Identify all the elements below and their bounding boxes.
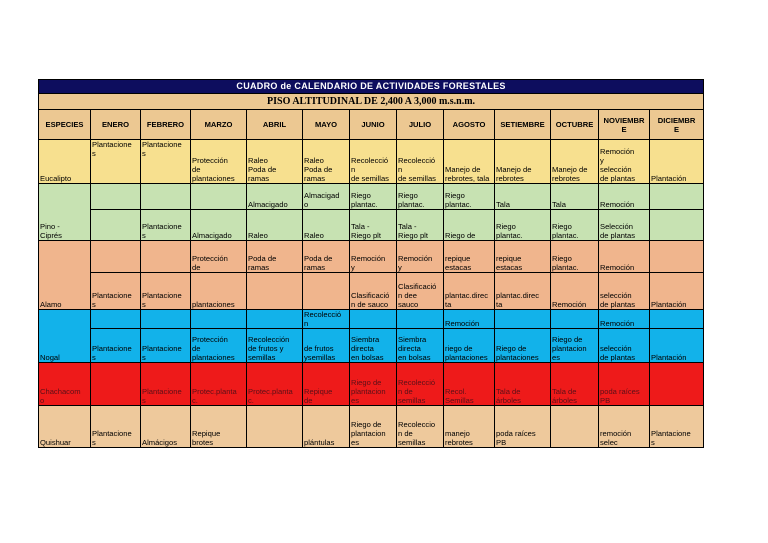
activity-cell: Remoción y	[350, 241, 397, 273]
activity-cell	[247, 273, 303, 310]
activity-cell: Tala - Riego plt	[397, 210, 444, 241]
table-row-pino-top	[39, 184, 704, 210]
activity-cell: manejo rebrotes	[444, 406, 495, 448]
activity-cell: Recolecció n	[303, 310, 350, 329]
col-header-especies: ESPECIES	[39, 110, 91, 140]
activity-cell: poda raíces PB	[495, 406, 551, 448]
activity-cell	[247, 310, 303, 329]
activity-cell: Repique de	[303, 363, 350, 406]
activity-cell	[650, 241, 704, 273]
activity-cell: Almacigado	[247, 184, 303, 210]
col-header-marzo: MARZO	[191, 110, 247, 140]
activity-cell	[551, 406, 599, 448]
activity-cell: Remoción	[599, 184, 650, 210]
activity-cell: Tala	[495, 184, 551, 210]
activity-cell	[141, 310, 191, 329]
table-title: CUADRO de CALENDARIO DE ACTIVIDADES FORESTALES	[39, 80, 704, 94]
activity-cell: Almácigos	[141, 406, 191, 448]
activity-cell: Plantacione s	[141, 210, 191, 241]
activity-cell: Tala	[551, 184, 599, 210]
activity-cell: plantaciones	[191, 273, 247, 310]
activity-cell: Clasificació n dee sauco	[397, 273, 444, 310]
activity-cell: Poda de ramas	[247, 241, 303, 273]
col-header-diciembre: DICIEMBR E	[650, 110, 704, 140]
activity-cell: Remoción	[551, 273, 599, 310]
activity-cell: Protección de	[191, 241, 247, 273]
activity-cell	[650, 210, 704, 241]
col-header-junio: JUNIO	[350, 110, 397, 140]
activity-cell	[551, 310, 599, 329]
activity-cell: Riego de	[444, 210, 495, 241]
table-row-nogal-top	[39, 310, 704, 329]
activity-cell: remoción selec	[599, 406, 650, 448]
activity-cell: plantac.direc ta	[444, 273, 495, 310]
activity-cell: Riego plantac.	[444, 184, 495, 210]
activity-cell: Raleo Poda de ramas	[247, 140, 303, 184]
activity-cell: Riego de plantaciones	[495, 329, 551, 363]
activity-cell: Recoleccio n de semillas	[397, 406, 444, 448]
activity-cell: Riego plantac.	[551, 241, 599, 273]
table-subtitle: PISO ALTITUDINAL DE 2,400 A 3,000 m.s.n.m.	[39, 94, 704, 110]
activity-cell: Recolecció n de semillas	[397, 140, 444, 184]
activity-cell: plántulas	[303, 406, 350, 448]
activity-cell	[650, 363, 704, 406]
activity-cell: Plantacione s	[91, 273, 141, 310]
activity-cell: Manejo de rebrotes, tala	[444, 140, 495, 184]
species-cell: Quishuar	[39, 406, 91, 448]
species-cell: Pino - Ciprés	[39, 184, 91, 241]
activity-cell: Siembra directa en bolsas	[350, 329, 397, 363]
activity-cell: de frutos ysemillas	[303, 329, 350, 363]
activity-cell: Manejo de rebrotes	[551, 140, 599, 184]
activity-cell: Remoción y selección de plantas	[599, 140, 650, 184]
activity-cell	[141, 184, 191, 210]
activity-cell: Raleo	[247, 210, 303, 241]
activity-cell: plantac.direc ta	[495, 273, 551, 310]
activity-cell: Tala de árboles	[495, 363, 551, 406]
activity-cell	[247, 406, 303, 448]
activity-cell	[397, 310, 444, 329]
col-header-mayo: MAYO	[303, 110, 350, 140]
species-cell: Eucalipto	[39, 140, 91, 184]
table-row-alamo-top	[39, 241, 704, 273]
activity-cell: repique estacas	[495, 241, 551, 273]
activity-cell: Plantacione s	[141, 140, 191, 184]
activity-cell: Protec.planta c.	[247, 363, 303, 406]
activity-cell: Recol. Semillas	[444, 363, 495, 406]
activity-cell: Almacigad o	[303, 184, 350, 210]
activity-cell: Clasificació n de sauco	[350, 273, 397, 310]
activity-cell	[350, 310, 397, 329]
activity-cell: Remoción	[599, 241, 650, 273]
activity-cell: Siembra directa en bolsas	[397, 329, 444, 363]
activity-cell: Plantación	[650, 140, 704, 184]
activity-calendar-table	[38, 79, 704, 448]
activity-cell	[495, 310, 551, 329]
activity-cell	[91, 363, 141, 406]
activity-cell: Recolecció n de semillas	[350, 140, 397, 184]
table-row-chachacomo	[39, 363, 704, 406]
table-row-pino-bottom	[39, 210, 704, 241]
activity-cell	[303, 273, 350, 310]
species-cell: Nogal	[39, 310, 91, 363]
activity-cell	[91, 210, 141, 241]
activity-cell: Remoción	[444, 310, 495, 329]
species-cell: Alamo	[39, 241, 91, 310]
activity-cell: Remoción y	[397, 241, 444, 273]
activity-cell	[91, 184, 141, 210]
activity-cell: Plantación	[650, 329, 704, 363]
species-cell: Chachacom o	[39, 363, 91, 406]
activity-cell	[91, 310, 141, 329]
activity-calendar-sheet	[38, 79, 702, 451]
activity-cell: Poda de ramas	[303, 241, 350, 273]
activity-cell: Remoción	[599, 310, 650, 329]
activity-cell: Raleo	[303, 210, 350, 241]
activity-cell: Riego de plantacion es	[350, 406, 397, 448]
activity-cell: Selección de plantas	[599, 210, 650, 241]
activity-cell: poda raíces PB	[599, 363, 650, 406]
col-header-julio: JULIO	[397, 110, 444, 140]
activity-cell	[141, 241, 191, 273]
activity-cell: Plantacione s	[91, 329, 141, 363]
activity-cell: Plantación	[650, 273, 704, 310]
activity-cell	[191, 184, 247, 210]
activity-cell: Recolecció n de semillas	[397, 363, 444, 406]
activity-cell: Riego plantac.	[495, 210, 551, 241]
col-header-agosto: AGOSTO	[444, 110, 495, 140]
table-row-quishuar	[39, 406, 704, 448]
activity-cell: Recolección de frutos y semillas	[247, 329, 303, 363]
activity-cell: Protec.planta c.	[191, 363, 247, 406]
activity-cell: Manejo de rebrotes	[495, 140, 551, 184]
table-row-eucalipto	[39, 140, 704, 184]
activity-cell: Riego de plantacion es	[350, 363, 397, 406]
activity-cell: riego de plantaciones	[444, 329, 495, 363]
activity-cell: Repique brotes	[191, 406, 247, 448]
activity-cell: Protección de plantaciones	[191, 329, 247, 363]
activity-cell: Protección de plantaciones	[191, 140, 247, 184]
activity-cell: Riego plantac.	[551, 210, 599, 241]
activity-cell: selección de plantas	[599, 273, 650, 310]
activity-cell: Riego de plantacion es	[551, 329, 599, 363]
activity-cell	[91, 241, 141, 273]
table-row-nogal-bottom	[39, 329, 704, 363]
activity-cell: repique estacas	[444, 241, 495, 273]
activity-cell: Riego plantac.	[397, 184, 444, 210]
activity-cell	[650, 310, 704, 329]
header-row	[39, 110, 704, 140]
activity-cell: Tala de árboles	[551, 363, 599, 406]
activity-cell: Plantacione s	[141, 273, 191, 310]
activity-cell: Plantacione s	[141, 329, 191, 363]
col-header-febrero: FEBRERO	[141, 110, 191, 140]
activity-cell	[191, 310, 247, 329]
col-header-noviembre: NOVIEMBR E	[599, 110, 650, 140]
col-header-octubre: OCTUBRE	[551, 110, 599, 140]
col-header-enero: ENERO	[91, 110, 141, 140]
activity-cell: Almacigado	[191, 210, 247, 241]
activity-cell: Riego plantac.	[350, 184, 397, 210]
activity-cell	[650, 184, 704, 210]
table-row-alamo-bottom	[39, 273, 704, 310]
activity-cell: Raleo Poda de ramas	[303, 140, 350, 184]
activity-cell: selección de plantas	[599, 329, 650, 363]
col-header-abril: ABRIL	[247, 110, 303, 140]
activity-cell: Plantacione s	[141, 363, 191, 406]
activity-cell: Plantacione s	[91, 140, 141, 184]
activity-cell: Plantacione s	[650, 406, 704, 448]
col-header-setiembre: SETIEMBRE	[495, 110, 551, 140]
activity-cell: Plantacione s	[91, 406, 141, 448]
activity-cell: Tala - Riego plt	[350, 210, 397, 241]
